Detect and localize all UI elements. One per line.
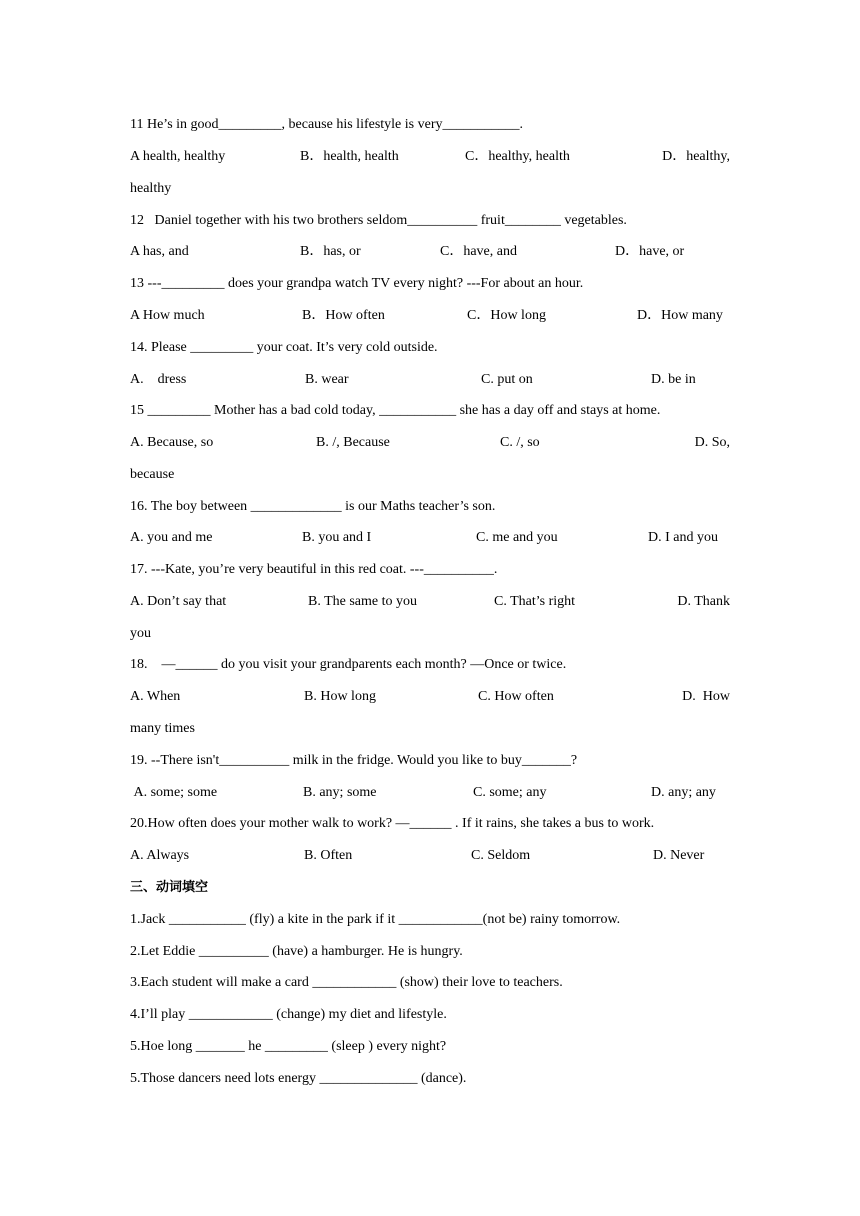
option-b: B. /, Because: [316, 435, 390, 450]
option-d: D. I and you: [648, 530, 718, 545]
option-d: D. any; any: [651, 785, 716, 800]
question-12-options: [130, 242, 730, 262]
option-c: C．healthy, health: [465, 149, 570, 164]
question-14-options: [130, 370, 730, 390]
question-15-options: [130, 433, 730, 453]
option-b: B．has, or: [300, 244, 361, 259]
question-17-stem: 17. ---Kate, you’re very beautiful in this red coat. ---__________.: [130, 562, 498, 577]
option-c: C．How long: [467, 308, 546, 323]
question-17-options: [130, 592, 730, 612]
option-a: A. some; some: [130, 785, 218, 800]
option-d: D．have, or: [615, 244, 685, 259]
question-11-wrap: healthy: [130, 181, 172, 196]
fill-item-2: 2.Let Eddie __________ (have) a hamburger. He is hungry.: [130, 944, 463, 959]
question-20-stem: 20.How often does your mother walk to work? —______ . If it rains, she takes a bus to work.: [130, 816, 655, 831]
question-11-options: [130, 147, 730, 167]
option-c: C. put on: [481, 372, 533, 387]
fill-item-5: 5.Hoe long _______ he _________ (sleep ) every night?: [130, 1039, 447, 1054]
question-18-options: [130, 687, 730, 707]
option-a: A health, healthy: [130, 149, 226, 164]
fill-item-4: 4.I’ll play ____________ (change) my diet and lifestyle.: [130, 1007, 447, 1022]
question-12-stem: 12 Daniel together with his two brothers seldom__________ fruit________ vegetables.: [130, 213, 627, 228]
question-19-stem: 19. --There isn't__________ milk in the fridge. Would you like to buy_______?: [130, 753, 578, 768]
question-13-stem: 13 ---_________ does your grandpa watch TV every night? ---For about an hour.: [130, 276, 584, 291]
question-18-wrap: many times: [130, 721, 195, 736]
option-d: D. So,: [694, 435, 730, 450]
fill-item-6: 5.Those dancers need lots energy ______________ (dance).: [130, 1071, 467, 1086]
option-c: C. That’s right: [494, 594, 576, 609]
option-c: C. some; any: [473, 785, 547, 800]
option-c: C. How often: [478, 689, 554, 704]
question-16-options: [130, 528, 730, 548]
option-a: A. When: [130, 689, 181, 704]
option-b: B．How often: [302, 308, 385, 323]
option-d: D. be in: [651, 372, 696, 387]
fill-item-1: 1.Jack ___________ (fly) a kite in the park if it ____________(not be) rainy tomorrow.: [130, 912, 621, 927]
option-a: A. dress: [130, 372, 187, 387]
option-a: A. Don’t say that: [130, 594, 227, 609]
option-b: B. you and I: [302, 530, 372, 545]
option-b: B. Often: [304, 848, 353, 863]
question-17-wrap: you: [130, 626, 151, 641]
option-d: D. How: [682, 689, 730, 704]
option-c: C. Seldom: [471, 848, 531, 863]
fill-item-3: 3.Each student will make a card ____________ (show) their love to teachers.: [130, 975, 563, 990]
option-a: A. you and me: [130, 530, 213, 545]
option-d: D．healthy,: [662, 149, 730, 164]
option-d: D．How many: [637, 308, 723, 323]
option-c: C. /, so: [500, 435, 540, 450]
option-a: A. Always: [130, 848, 190, 863]
option-d: D. Never: [653, 848, 705, 863]
option-a: A How much: [130, 308, 205, 323]
question-18-stem: 18. —______ do you visit your grandparents each month? —Once or twice.: [130, 657, 567, 672]
option-a: A has, and: [130, 244, 189, 259]
question-16-stem: 16. The boy between _____________ is our Maths teacher’s son.: [130, 499, 496, 514]
option-b: B. The same to you: [308, 594, 418, 609]
option-b: B. wear: [305, 372, 349, 387]
question-14-stem: 14. Please _________ your coat. It’s very cold outside.: [130, 340, 438, 355]
option-d: D. Thank: [677, 594, 730, 609]
option-a: A. Because, so: [130, 435, 214, 450]
option-c: C．have, and: [440, 244, 517, 259]
question-13-options: [130, 306, 730, 326]
question-15-stem: 15 _________ Mother has a bad cold today, ___________ she has a day off and stays at home.: [130, 403, 661, 418]
option-c: C. me and you: [476, 530, 558, 545]
option-b: B. How long: [304, 689, 376, 704]
option-b: B. any; some: [303, 785, 377, 800]
option-b: B．health, health: [300, 149, 399, 164]
section-3-title: 三、动词填空: [130, 880, 209, 895]
question-19-options: [130, 783, 730, 803]
question-15-wrap: because: [130, 467, 175, 482]
question-11-stem: 11 He’s in good_________, because his lifestyle is very___________.: [130, 117, 523, 132]
question-20-options: [130, 846, 730, 866]
